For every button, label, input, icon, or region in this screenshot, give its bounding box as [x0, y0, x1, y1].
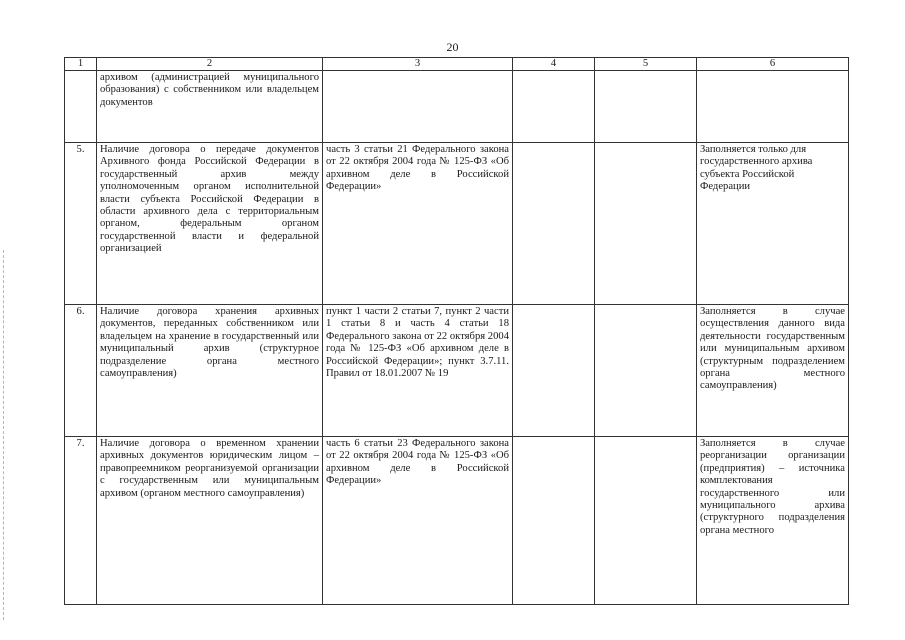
column-5-cell — [595, 71, 697, 143]
column-4-cell — [513, 437, 595, 605]
row-number-cell: 5. — [65, 143, 97, 305]
row-number-cell — [65, 71, 97, 143]
row-number-cell: 7. — [65, 437, 97, 605]
requirement-cell: архивом (администрацией муниципального образования) с собственником или владельцем документов — [97, 71, 323, 143]
header-cell-5: 5 — [595, 58, 697, 71]
table-row — [65, 71, 849, 143]
scan-edge-mark — [3, 250, 5, 620]
note-cell — [697, 71, 849, 143]
legal-basis-cell: часть 6 статьи 23 Федерального закона от 22 октября 2004 года № 125-ФЗ «Об архивном деле в Российской Федерации» — [323, 437, 513, 605]
header-cell-6: 6 — [697, 58, 849, 71]
requirement-cell: Наличие договора о временном хранении архивных документов юридическим лицом – правопреемником реорганизуемой организации с государственным или муниципальным архивом (органом местного самоуправления) — [97, 437, 323, 605]
header-cell-4: 4 — [513, 58, 595, 71]
column-4-cell — [513, 305, 595, 437]
legal-basis-cell: часть 3 статьи 21 Федерального закона от 22 октября 2004 года № 125-ФЗ «Об архивном деле в Российской Федерации» — [323, 143, 513, 305]
header-cell-1: 1 — [65, 58, 97, 71]
column-5-cell — [595, 143, 697, 305]
note-cell: Заполняется в случае осуществления данного вида деятельности государственным или муниципальным архивом (структурным подразделением органа местного самоуправления) — [697, 305, 849, 437]
legal-basis-cell: пункт 1 части 2 статьи 7, пункт 2 части 1 статьи 8 и часть 4 статьи 18 Федерального закона от 22 октября 2004 года № 125-ФЗ «Об архивном деле в Российской Федерации»; пункт 3.7.11. Правил от 18.01.2007 № 19 — [323, 305, 513, 437]
page-number: 20 — [446, 40, 459, 54]
table-header-row — [65, 58, 849, 71]
requirement-cell: Наличие договора хранения архивных документов, переданных собственником или владельцем на хранение в государственный или муниципальный архив (структурное подразделение органа местного самоуправления) — [97, 305, 323, 437]
header-cell-3: 3 — [323, 58, 513, 71]
table-row — [65, 437, 849, 605]
note-cell: Заполняется только для государственного архива субъекта Российской Федерации — [697, 143, 849, 305]
requirement-cell: Наличие договора о передаче документов Архивного фонда Российской Федерации в государственный архив между уполномоченным органом исполнительной власти субъекта Российской Федерации в области архивного дела с территориальным органом, федеральным органом государственной власти и федеральной организацией — [97, 143, 323, 305]
header-cell-2: 2 — [97, 58, 323, 71]
column-5-cell — [595, 305, 697, 437]
legal-basis-cell — [323, 71, 513, 143]
row-number-cell: 6. — [65, 305, 97, 437]
column-5-cell — [595, 437, 697, 605]
note-cell: Заполняется в случае реорганизации организации (предприятия) – источника комплектования государственного или муниципального архива (структурного подразделения органа местного — [697, 437, 849, 605]
requirements-table — [64, 57, 849, 605]
column-4-cell — [513, 71, 595, 143]
column-4-cell — [513, 143, 595, 305]
table-row — [65, 143, 849, 305]
table-row — [65, 305, 849, 437]
